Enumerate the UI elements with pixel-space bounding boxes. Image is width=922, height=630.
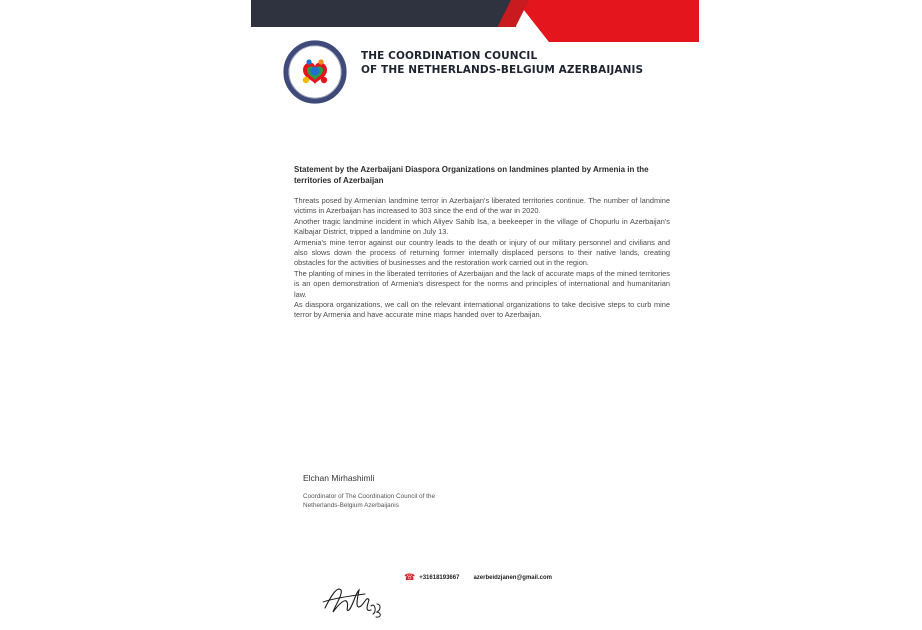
statement-paragraph: The planting of mines in the liberated territories of Azerbaijan and the lack of accurate maps of the mined territories is an open demonstration of Armenia's disrespect for the norms and principles of international and humanitarian law. — [294, 268, 670, 299]
statement-paragraph: As diaspora organizations, we call on the relevant international organizations to take decisive steps to curb mine terror by Armenia and have accurate mine maps handed over to Azerbaijan. — [294, 300, 670, 320]
contact-line — [404, 572, 552, 583]
handwritten-signature — [319, 576, 389, 620]
organization-seal-icon — [283, 40, 347, 104]
statement-heading: Statement by the Azerbaijani Diaspora Organizations on landmines planted by Armenia in the territories of Azerbaijan — [294, 165, 649, 185]
statement-paragraph: Another tragic landmine incident in which Aliyev Sahib Isa, a beekeeper in the village of Chopurlu in Azerbaijan's Kalbajar District, tripped a landmine on July 13. — [294, 216, 670, 237]
organization-title — [361, 49, 643, 77]
statement-paragraph: Armenia's mine terror against our country leads to the death or injury of our military personnel and civilians and also slows down the process of returning former internally displaced persons to their native lands, creating obstacles for the activities of businesses and the restoration work carried out in the region. — [294, 237, 670, 268]
letter-page — [251, 0, 699, 630]
phone-icon: ☎ — [404, 572, 416, 582]
organization-title-line2: OF THE NETHERLANDS-BELGIUM AZERBAIJANIS — [361, 64, 644, 76]
contact-email: azerbeidzjanen@gmail.com — [473, 574, 552, 581]
contact-phone: +31618193667 — [419, 574, 460, 581]
header-band-dark — [251, 0, 516, 27]
statement-body — [294, 196, 670, 321]
signatory-name: Elchan Mirhashimli — [303, 473, 375, 483]
signatory-role: Coordinator of The Coordination Council of the Netherlands-Belgium Azerbaijanis — [303, 493, 436, 509]
organization-title-line1: THE COORDINATION COUNCIL — [361, 50, 538, 62]
statement-paragraph: Threats posed by Armenian landmine terror in Azerbaijan's liberated territories continue. The number of landmine victims in Azerbaijan has increased to 303 since the end of the war in 2020. — [294, 196, 670, 216]
header-band-red — [516, 0, 699, 42]
